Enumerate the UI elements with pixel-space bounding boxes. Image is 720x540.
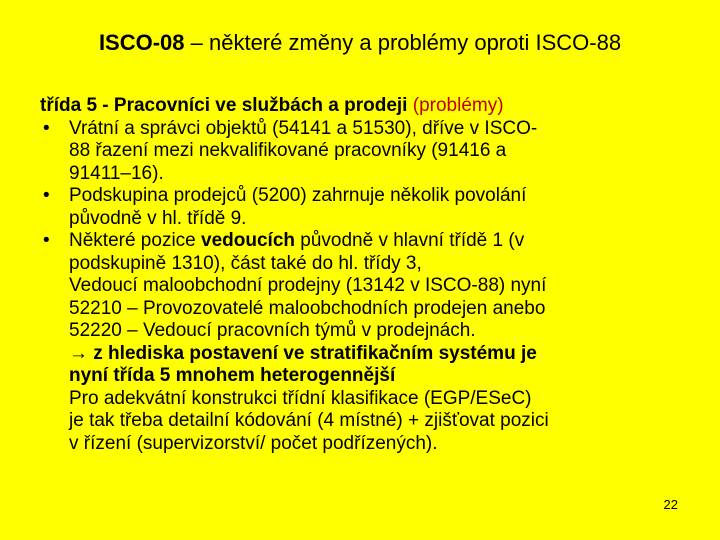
- bullet-item-sellers: [40, 185, 690, 230]
- conclusion-line: nyní třída 5 mnohem heterogennější: [69, 365, 396, 386]
- bullet-list: [40, 118, 690, 456]
- bullet-icon: •: [43, 230, 50, 251]
- bullet-line: Vrátní a správci objektů (54141 a 51530), dříve v ISCO-: [69, 117, 538, 139]
- bullet-line: podskupině 1310), část také do hl. třídy 3,: [69, 252, 422, 274]
- bullet-line: Pro adekvátní konstrukci třídní klasifikace (EGP/ESeC): [69, 387, 532, 409]
- bullet-item-managers: [40, 230, 690, 455]
- slide-title-bold: ISCO-08: [98, 30, 185, 55]
- bullet-text: Některé pozice: [69, 230, 202, 251]
- bullet-icon: •: [43, 185, 50, 206]
- slide-title-rest: – některé změny a problémy oproti ISCO-88: [184, 30, 622, 55]
- section-heading: [40, 95, 690, 118]
- bullet-text-emphasis: vedoucích: [201, 230, 295, 251]
- page-number: 22: [663, 497, 678, 512]
- bullet-line: [69, 230, 690, 253]
- slide-body: [40, 95, 690, 455]
- conclusion-line: → z hlediska postavení ve stratifikačním systému je: [69, 342, 537, 364]
- bullet-line: Podskupina prodejců (5200) zahrnuje několik povolání: [69, 185, 527, 206]
- bullet-line: 91411–16).: [69, 162, 164, 184]
- bullet-line: 52210 – Provozovatelé maloobchodních prodejen anebo: [69, 297, 546, 319]
- bullet-text: původně v hlavní třídě 1 (v: [295, 230, 525, 251]
- bullet-line: 88 řazení mezi nekvalifikované pracovníky (91416 a: [69, 140, 507, 161]
- bullet-line: původně v hl. třídě 9.: [69, 207, 247, 229]
- bullet-icon: •: [43, 117, 50, 139]
- bullet-line: je tak třeba detailní kódování (4 místné) + zjišťovat pozici: [69, 410, 549, 431]
- section-heading-note: (problémy): [412, 95, 504, 116]
- bullet-line: v řízení (supervizorství/ počet podřízených).: [69, 432, 438, 454]
- bullet-item-porters: [40, 118, 690, 186]
- bullet-line: Vedoucí maloobchodní prodejny (13142 v ISCO-88) nyní: [69, 275, 547, 296]
- section-heading-text: třída 5 - Pracovníci ve službách a prodeji: [40, 95, 413, 116]
- slide-title: [0, 30, 720, 56]
- bullet-line: 52220 – Vedoucí pracovních týmů v prodejnách.: [69, 320, 476, 341]
